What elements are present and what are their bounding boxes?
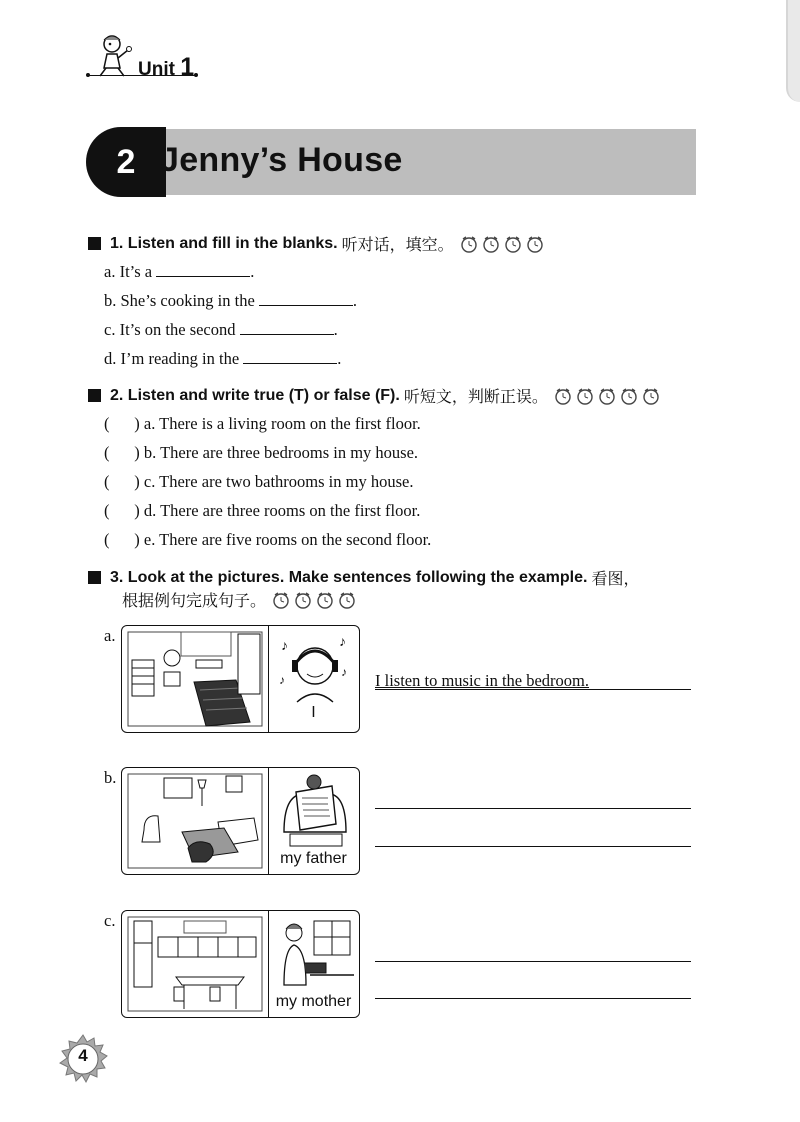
tf-answer-box[interactable]: ( ) [104,501,140,520]
section-bullet [88,237,101,250]
unit-line-dot-right [194,73,198,77]
section3-title: 3. Look at the pictures. Make sentences following the example. [110,568,588,586]
kitchen-illustration [126,915,264,1013]
section3-title-cn2: 根据例句完成句子。 [122,593,267,610]
picture-letter: b. [104,768,117,787]
section2-heading [88,384,660,407]
clock-icon [272,591,290,609]
unit-underline [88,75,196,76]
difficulty-clocks [460,235,544,253]
fill-item-text: b. She’s cooking in the [104,291,255,310]
clock-icon [294,591,312,609]
section1-heading [88,232,544,255]
section3-title-cn: 看图， [591,571,640,588]
lesson-number: 2 [86,127,166,197]
fill-item [104,262,254,282]
fill-item-text: d. I’m reading in the [104,349,240,368]
unit-number: 1 [180,53,195,81]
clock-icon [316,591,334,609]
example-answer: I listen to music in the bedroom. [375,671,590,690]
tf-item [104,472,413,492]
fill-item-end: . [250,262,255,281]
clock-icon [554,387,572,405]
clock-icon [460,235,478,253]
unit-word: Unit [138,59,175,80]
clock-icon [620,387,638,405]
picture-livingroom-box [121,767,360,875]
clock-icon [338,591,356,609]
section3-heading [88,566,639,589]
page-corner-tab [786,0,800,102]
tf-item [104,530,431,550]
section-bullet [88,571,101,584]
picture-letter: a. [104,626,116,645]
picture-caption: my mother [275,993,352,1010]
clock-icon [526,235,544,253]
picture-kitchen-box [121,910,360,1018]
fill-blank[interactable] [240,320,334,335]
fill-item-end: . [337,349,342,368]
example-answer-line [375,689,691,690]
tf-answer-box[interactable]: ( ) [104,530,140,549]
answer-line[interactable] [375,961,691,962]
picture-caption: I [311,704,316,721]
fill-blank[interactable] [243,349,337,364]
tf-item-text: d. There are three rooms on the first floor. [143,501,421,520]
mother-cooking-illustration [274,915,356,989]
tf-item [104,414,421,434]
fill-item-end: . [333,320,338,339]
clock-icon [598,387,616,405]
clock-icon [642,387,660,405]
section-bullet [88,389,101,402]
svg-text:♪: ♪ [339,635,346,650]
father-reading-illustration [274,772,356,850]
answer-line[interactable] [375,998,691,999]
mascot-icon [92,32,140,78]
tf-item [104,501,420,521]
answer-line[interactable] [375,808,691,809]
page-number: 4 [78,1046,88,1065]
tf-item [104,443,418,463]
fill-blank[interactable] [156,262,250,277]
section2-title-cn: 听短文，判断正误。 [403,389,548,406]
tf-item-text: c. There are two bathrooms in my house. [143,472,414,491]
fill-item-end: . [352,291,358,310]
fill-blank[interactable] [259,291,353,306]
fill-item [104,291,357,311]
fill-item [104,320,338,340]
fill-item-text: c. It’s on the second [104,320,236,339]
unit-label [138,53,194,82]
section3-heading-line2 [122,588,356,611]
svg-text:♪: ♪ [281,639,288,654]
answer-line[interactable] [375,846,691,847]
tf-answer-box[interactable]: ( ) [104,472,140,491]
section2-title: 2. Listen and write true (T) or false (F). [110,386,400,404]
section1-title-cn: 听对话，填空。 [341,237,454,254]
clock-icon [576,387,594,405]
tf-answer-box[interactable]: ( ) [104,443,140,462]
picture-letter: c. [104,911,116,930]
difficulty-clocks [554,387,660,405]
section1-title: 1. Listen and fill in the blanks. [110,234,338,252]
bedroom-illustration [126,630,264,728]
lesson-title: Jenny’s House [160,141,403,179]
fill-item [104,349,341,369]
tf-item-text: a. There is a living room on the first floor. [143,414,421,433]
tf-answer-box[interactable]: ( ) [104,414,140,433]
tf-item-text: b. There are three bedrooms in my house. [143,443,419,462]
picture-bedroom-box [121,625,360,733]
svg-text:♪: ♪ [341,665,347,679]
clock-icon [482,235,500,253]
clock-icon [504,235,522,253]
living-room-illustration [126,772,264,870]
tf-item-text: e. There are five rooms on the second floor. [143,530,432,549]
difficulty-clocks [272,591,356,609]
unit-line-dot-left [86,73,90,77]
picture-caption: my father [280,850,347,867]
svg-text:♪: ♪ [279,673,285,687]
fill-item-text: a. It’s a [104,262,153,281]
